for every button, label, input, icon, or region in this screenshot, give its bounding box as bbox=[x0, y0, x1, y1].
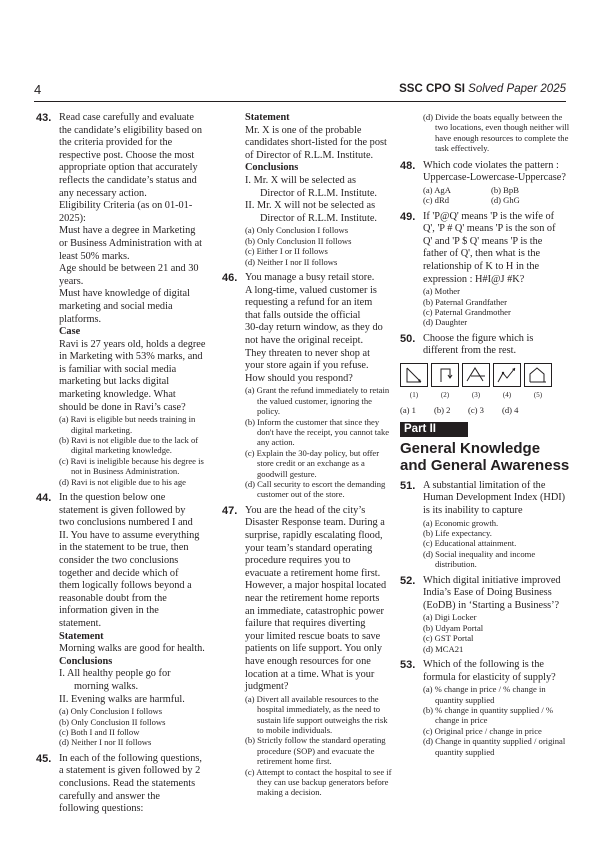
text-line: in the statement to be true, then bbox=[59, 542, 189, 554]
option-d: (d) MCA21 bbox=[423, 643, 464, 654]
text-line: together and decide which of bbox=[59, 567, 179, 579]
question-52 bbox=[400, 575, 570, 654]
text-line: Eligibility Criteria (as on 01-01-2025): bbox=[59, 200, 193, 224]
question-45-continued bbox=[222, 112, 392, 267]
text-line: How should you respond? bbox=[245, 372, 353, 384]
text-line: father of Q', then what is the bbox=[423, 248, 541, 260]
figure-row bbox=[400, 363, 570, 387]
option-c: (c) GST Portal bbox=[423, 633, 474, 644]
text-line: surprise, rapidly escalating flood, bbox=[245, 529, 383, 541]
question-46 bbox=[222, 272, 392, 500]
question-number: 50. bbox=[400, 332, 416, 345]
figure-2 bbox=[431, 363, 459, 387]
text-line: If 'P@Q' means 'P is the wife of bbox=[423, 210, 555, 222]
text-line: your limited rescue boats to save bbox=[245, 630, 381, 642]
option-d: (d) Neither I nor II follows bbox=[245, 256, 338, 267]
text-line: statement is given followed by bbox=[59, 504, 186, 516]
conclusion-2: II. Mr. X will not be selected as Director of R.L.M. Institute. bbox=[245, 200, 377, 224]
question-text bbox=[59, 492, 206, 706]
text-line: judgment? bbox=[245, 681, 289, 693]
option-a: (a) Ravi is eligible but needs training in digital marketing. bbox=[59, 414, 196, 435]
text-line: Choose the figure which is bbox=[423, 332, 534, 344]
conclusion-1: I. All healthy people go for morning walks. bbox=[59, 668, 171, 692]
section-title-line: and General Awareness bbox=[400, 456, 570, 474]
text-line: Human Development Index (HDI) bbox=[423, 492, 566, 504]
text-line: different from the rest. bbox=[423, 345, 517, 357]
option-b: (b) % change in quantity supplied / % change in price bbox=[423, 705, 554, 726]
question-53 bbox=[400, 659, 570, 757]
text-line: Disaster Response team. During a bbox=[245, 517, 385, 529]
text-line: in Marketing with 53% marks, and bbox=[59, 351, 203, 363]
text-line: least 50% marks. bbox=[59, 250, 130, 262]
option-a: (a) Grant the refund immediately to retain the valued customer, ignoring the policy. bbox=[245, 385, 390, 417]
text-line: II. You have to assume everything bbox=[59, 529, 200, 541]
text-line: marketing but lacks digital bbox=[59, 376, 170, 388]
text-line: Which of the following is the bbox=[423, 659, 544, 670]
text-line: (EoDB) in ‘Starting a Business’? bbox=[423, 599, 560, 611]
text-line: India’s Ease of Doing Business bbox=[423, 587, 552, 599]
option-b: (b) Udyam Portal bbox=[423, 622, 484, 633]
option-c: (c) Explain the 30-day policy, but offer store credit or an exchange as a goodwill gesture. bbox=[245, 447, 380, 479]
text-line: platforms. bbox=[59, 313, 102, 325]
text-line: any necessary action. bbox=[59, 187, 147, 199]
text-line: location at a time. What is your bbox=[245, 668, 375, 680]
text-line: However, a major hospital located bbox=[245, 580, 387, 592]
text-line: evacuate a retirement home first. bbox=[245, 567, 381, 579]
question-text bbox=[245, 505, 392, 694]
text-line: respective post. Choose the most bbox=[59, 149, 195, 161]
text-line: carefully and answer the bbox=[59, 790, 160, 802]
option-a: (a) % change in price / % change in quantity supplied bbox=[423, 684, 546, 705]
option-row bbox=[423, 195, 570, 205]
option-b: (b) Strictly follow the standard operating procedure (SOP) and evacuate the retirement home first. bbox=[245, 735, 386, 767]
text-line: two conclusions numbered I and bbox=[59, 517, 193, 529]
figure-3 bbox=[462, 363, 490, 387]
question-number: 47. bbox=[222, 504, 238, 517]
text-line: In each of the following questions, bbox=[59, 752, 202, 764]
question-number: 51. bbox=[400, 479, 416, 492]
text-line: information given in the bbox=[59, 605, 159, 617]
option-b: (b) Life expectancy. bbox=[423, 527, 492, 538]
option-d: (d) Neither I nor II follows bbox=[59, 737, 152, 748]
text-line: candidates short-listed for the post bbox=[245, 137, 387, 149]
figure-label: (1) bbox=[409, 391, 419, 399]
text-line: have enough resources for one bbox=[245, 655, 371, 667]
figure-label: (5) bbox=[533, 391, 543, 399]
option-a: (a) 1 bbox=[400, 404, 416, 415]
question-51 bbox=[400, 480, 570, 570]
option-a: (a) Only Conclusion I follows bbox=[245, 225, 349, 236]
text-line: your store again if you refuse. bbox=[245, 360, 369, 372]
figure-label: (4) bbox=[502, 391, 512, 399]
question-44 bbox=[36, 492, 206, 748]
option-a: (a) Economic growth. bbox=[423, 517, 499, 528]
text-line: You are the head of the city’s bbox=[245, 504, 366, 516]
text-line: not have the original receipt. bbox=[245, 334, 364, 346]
option-c: (c) Paternal Grandmother bbox=[423, 307, 511, 317]
text-line: reflects the candidate’s status and bbox=[59, 174, 197, 186]
option-c: (c) Ravi is ineligible because his degree is not in Business Administration. bbox=[59, 455, 204, 477]
text-line: Which digital initiative improved bbox=[423, 574, 561, 586]
question-number: 49. bbox=[400, 210, 416, 223]
option-a: (a) Mother bbox=[423, 286, 460, 297]
option-d: (d) Daughter bbox=[423, 317, 468, 328]
page-header bbox=[34, 82, 566, 100]
option-d: (d) Ravi is not eligible due to his age bbox=[59, 476, 186, 487]
text-line: Read case carefully and evaluate bbox=[59, 112, 194, 123]
section-title-line: General Knowledge bbox=[400, 439, 541, 457]
conclusions-label: Conclusions bbox=[245, 162, 299, 174]
option-row bbox=[423, 185, 570, 195]
question-number: 53. bbox=[400, 659, 416, 671]
text-line: reasonable doubt from the bbox=[59, 592, 167, 604]
conclusions-label: Conclusions bbox=[59, 655, 113, 667]
option-d: (d) Social inequality and income distribution. bbox=[423, 548, 536, 570]
text-line: them logically follows beyond a bbox=[59, 580, 192, 592]
option-b: (b) Paternal Grandfather bbox=[423, 296, 507, 307]
text-line: patients on life support. You only bbox=[245, 643, 383, 655]
book-title-rest: Solved Paper 2025 bbox=[464, 83, 566, 95]
text-line: Age should be between 21 and 30 bbox=[59, 263, 199, 275]
option-c: (c) Attempt to contact the hospital to see if they can use backup generators before making a decision. bbox=[245, 766, 392, 798]
conclusion-2: II. Evening walks are harmful. bbox=[59, 693, 185, 705]
part-label: Part II bbox=[400, 422, 468, 437]
option-b: (b) BpB bbox=[491, 184, 519, 195]
question-number: 52. bbox=[400, 574, 416, 587]
text-line: Uppercase-Lowercase-Uppercase? bbox=[423, 172, 566, 184]
question-49 bbox=[400, 211, 570, 328]
question-43 bbox=[36, 112, 206, 487]
text-line: of Director of R.L.M. Institute. bbox=[245, 149, 374, 161]
text-line: 30-day return window, as they do bbox=[245, 322, 383, 334]
option-d: (d) GhG bbox=[491, 195, 520, 206]
text-line: following questions: bbox=[59, 803, 144, 815]
column-1 bbox=[36, 112, 206, 821]
text-line: requesting a refund for an item bbox=[245, 297, 373, 309]
text-line: relationship of K to H in the bbox=[423, 261, 540, 272]
option-c: (c) Both I and II follow bbox=[59, 727, 140, 737]
book-title bbox=[399, 83, 566, 95]
option-d: (d) 4 bbox=[502, 404, 519, 415]
statement-label: Statement bbox=[59, 630, 104, 642]
option-row bbox=[400, 404, 570, 417]
figure-label: (2) bbox=[440, 391, 450, 399]
option-a: (a) AgA bbox=[423, 184, 451, 195]
option-b: (b) 2 bbox=[434, 404, 451, 415]
section-title bbox=[400, 440, 570, 474]
option-c: (c) 3 bbox=[468, 404, 484, 415]
column-2 bbox=[222, 112, 392, 803]
figure-series bbox=[400, 363, 570, 416]
figure-label: (3) bbox=[471, 391, 481, 399]
option-b: (b) Ravi is not eligible due to the lack of digital marketing knowledge. bbox=[59, 435, 199, 456]
option-c: (c) Either I or II follows bbox=[245, 246, 328, 257]
case-label: Case bbox=[59, 326, 81, 338]
text-line: Mr. X is one of the probable bbox=[245, 124, 362, 136]
option-d: (d) Call security to escort the demanding customer out of the store. bbox=[245, 478, 386, 500]
text-line: your team’s standard operating bbox=[245, 542, 373, 554]
text-line: is its inability to capture bbox=[423, 504, 523, 516]
text-line: Q', 'P # Q' means 'P is the son of bbox=[423, 223, 556, 235]
question-text bbox=[59, 112, 206, 414]
option-a: (a) Only Conclusion I follows bbox=[59, 706, 163, 717]
text-line: consider the two conclusions bbox=[59, 555, 179, 567]
text-line: A long-time, valued customer is bbox=[245, 284, 377, 296]
text-line: an immediate, catastrophic power bbox=[245, 605, 384, 617]
text-line: conclusions. Read the statements bbox=[59, 778, 196, 789]
text-line: near the retirement home reports bbox=[245, 592, 380, 604]
text-line: failure that requires diverting bbox=[245, 618, 366, 630]
question-text bbox=[245, 272, 392, 385]
text-line: the criteria provided for the bbox=[59, 137, 173, 149]
option-b: (b) Only Conclusion II follows bbox=[245, 235, 352, 246]
option-d: (d) Divide the boats equally between the two locations, even though neither will have enough resources to complete the task effectively. bbox=[423, 112, 570, 154]
question-47 bbox=[222, 505, 392, 798]
text-line: statement. bbox=[59, 618, 102, 630]
text-line: Must have knowledge of digital bbox=[59, 288, 190, 300]
header-rule bbox=[34, 101, 566, 102]
question-number: 46. bbox=[222, 271, 238, 284]
column-3 bbox=[400, 112, 570, 762]
text-line: Which code violates the pattern : bbox=[423, 159, 559, 171]
text-line: Ravi is 27 years old, holds a degree bbox=[59, 338, 206, 350]
text-line: A substantial limitation of the bbox=[423, 479, 546, 491]
text-line: marketing knowledge. What bbox=[59, 389, 176, 401]
figure-labels bbox=[400, 389, 570, 402]
conclusion-1: I. Mr. X will be selected as Director of R.L.M. Institute. bbox=[245, 174, 377, 199]
text-line: years. bbox=[59, 275, 84, 287]
book-title-bold: SSC CPO SI bbox=[399, 83, 465, 95]
question-50 bbox=[400, 333, 570, 358]
question-number: 44. bbox=[36, 492, 52, 505]
question-47-continued bbox=[400, 112, 570, 154]
question-number: 45. bbox=[36, 752, 52, 765]
figure-1 bbox=[400, 363, 428, 387]
question-text bbox=[59, 753, 206, 816]
text-line: appropriate option that accurately bbox=[59, 162, 198, 174]
statement-label: Statement bbox=[245, 112, 290, 123]
option-c: (c) Educational attainment. bbox=[423, 538, 517, 549]
question-number: 48. bbox=[400, 159, 416, 172]
text-line: should be done in Ravi’s case? bbox=[59, 401, 186, 413]
figure-5 bbox=[524, 363, 552, 387]
text-line: that falls outside the official bbox=[245, 309, 361, 321]
text-line: or Business Administration with at bbox=[59, 237, 203, 249]
option-c: (c) Original price / change in price bbox=[423, 725, 542, 736]
text-line: the candidate’s eligibility based on bbox=[59, 124, 202, 136]
figure-4 bbox=[493, 363, 521, 387]
text-line: procedure requires you to bbox=[245, 555, 351, 567]
question-number: 43. bbox=[36, 112, 52, 124]
option-b: (b) Only Conclusion II follows bbox=[59, 716, 166, 727]
text-line: marketing and social media bbox=[59, 300, 173, 312]
text-line: formula for elasticity of supply? bbox=[423, 671, 556, 683]
statement-text: Morning walks are good for health. bbox=[59, 643, 205, 655]
option-b: (b) Inform the customer that since they don't have the receipt, you cannot take any action. bbox=[245, 416, 390, 448]
text-line: is familiar with social media bbox=[59, 363, 177, 375]
text-line: In the question below one bbox=[59, 492, 166, 504]
question-48 bbox=[400, 160, 570, 206]
text-line: Q' and 'P $ Q' means 'P is the bbox=[423, 235, 543, 247]
option-d: (d) Change in quantity supplied / original quantity supplied bbox=[423, 736, 566, 757]
text-line: They threaten to never shop at bbox=[245, 347, 370, 359]
option-a: (a) Divert all available resources to the hospital immediately, as the need to sustain life support outweighs the risk to mobile individuals. bbox=[245, 693, 388, 735]
text-line: Must have a degree in Marketing bbox=[59, 225, 196, 237]
question-45 bbox=[36, 753, 206, 816]
text-line: You manage a busy retail store. bbox=[245, 271, 375, 283]
option-c: (c) dRd bbox=[423, 195, 450, 206]
option-a: (a) Digi Locker bbox=[423, 612, 477, 623]
text-line: a statement is given followed by 2 bbox=[59, 765, 201, 777]
text-line: expression : H#I@J #K? bbox=[423, 273, 525, 285]
page-number: 4 bbox=[34, 82, 42, 97]
